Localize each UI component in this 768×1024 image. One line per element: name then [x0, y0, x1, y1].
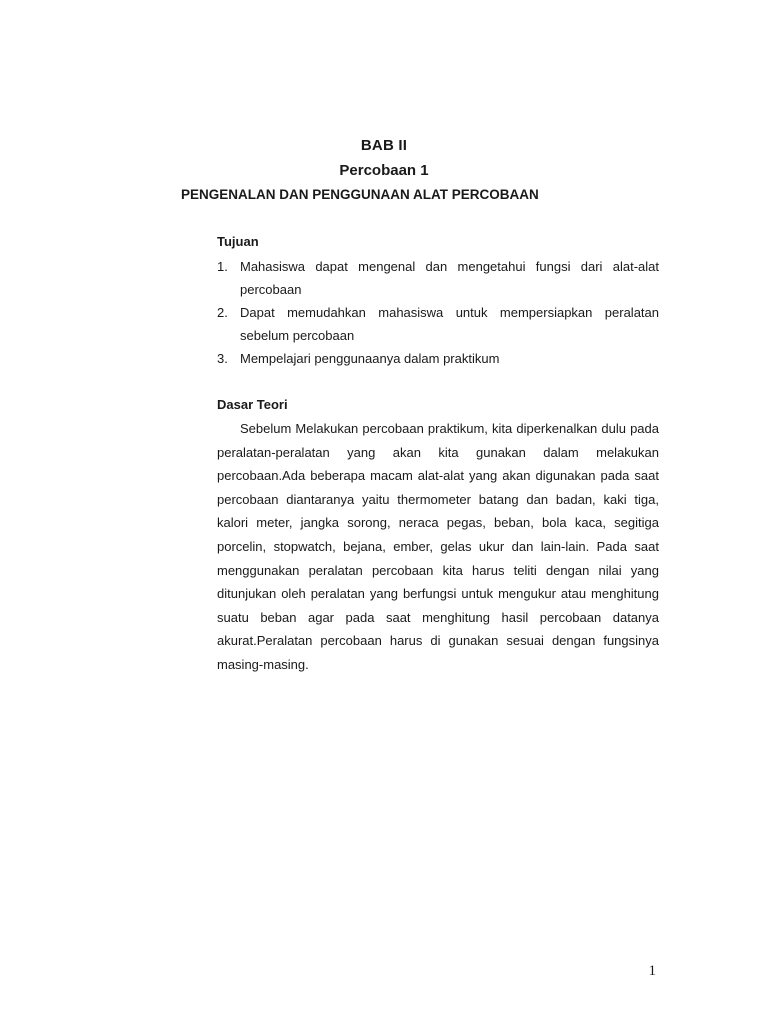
list-item-number: 2.: [217, 305, 228, 320]
chapter-heading: BAB II: [360, 137, 408, 154]
list-item-number: 1.: [217, 259, 228, 274]
section-heading-tujuan: Tujuan: [217, 234, 259, 249]
objectives-list: [217, 255, 659, 370]
document-title: PENGENALAN DAN PENGGUNAAN ALAT PERCOBAAN: [181, 187, 539, 202]
section-heading-dasar-teori: Dasar Teori: [217, 397, 288, 412]
list-item: [217, 347, 659, 370]
page-number: 1: [648, 963, 656, 979]
list-item-number: 3.: [217, 351, 228, 366]
list-item: [217, 301, 659, 347]
theory-paragraph: Sebelum Melakukan percobaan praktikum, kita diperkenalkan dulu pada peralatan-peralatan yang akan kita gunakan dalam melakukan percobaan.Ada beberapa macam alat-alat yang akan digunakan pada saat percobaan diantaranya yaitu thermometer batang dan badan, kaki tiga, kalori meter, jangka sorong, neraca pegas, beban, bola kaca, segitiga porcelin, stopwatch, bejana, ember, gelas ukur dan lain-lain. Pada saat menggunakan peralatan percobaan kita harus teliti dengan nilai yang ditunjukan oleh peralatan yang berfungsi untuk mengukur atau menghitung suatu beban agar pada saat menghitung hasil percobaan datanya akurat.Peralatan percobaan harus di gunakan sesuai dengan fungsinya masing-masing.: [217, 421, 659, 672]
list-item-text: Dapat memudahkan mahasiswa untuk mempersiapkan peralatan sebelum percobaan: [240, 305, 659, 343]
list-item: [217, 255, 659, 301]
list-item-text: Mahasiswa dapat mengenal dan mengetahui fungsi dari alat-alat percobaan: [240, 259, 659, 297]
experiment-subtitle: Percobaan 1: [339, 162, 429, 179]
list-item-text: Mempelajari penggunaanya dalam praktikum: [240, 351, 500, 366]
